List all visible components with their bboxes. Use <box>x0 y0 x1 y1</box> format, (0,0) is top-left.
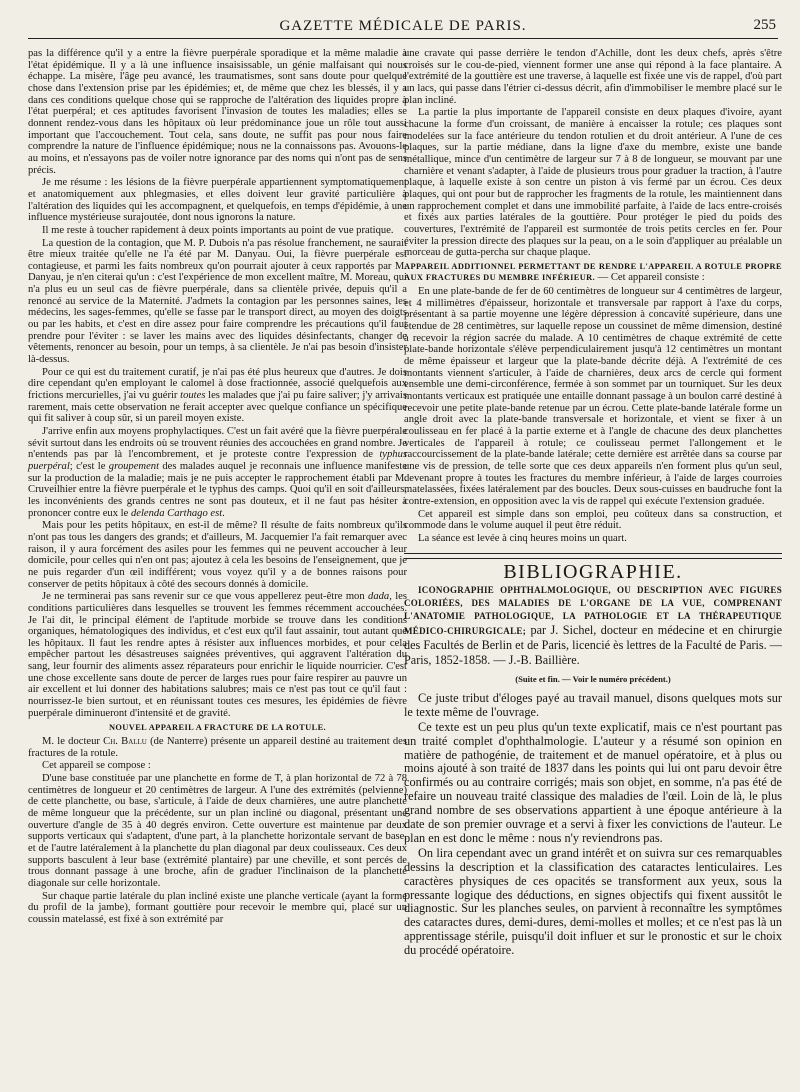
text-run: Je ne terminerai pas sans revenir sur ce que vous appellerez peut-être mon <box>42 591 369 603</box>
bibliography-title: BIBLIOGRAPHIE. <box>503 560 683 583</box>
paragraph: Cet appareil est simple dans son emploi, peu coûteux dans sa construction, et commode dans le volume auquel il peut être réduit. <box>404 508 782 532</box>
paragraph: Cet appareil se compose : <box>42 760 151 772</box>
running-title: GAZETTE MÉDICALE DE PARIS. <box>279 18 527 34</box>
paragraph <box>28 367 407 425</box>
page-header <box>28 12 778 39</box>
paragraph: Je me résume : les lésions de la fièvre puerpérale appartiennent symptomatiquement et anatomiquement aux phlegmasies, et elles doivent leur gravité particulière à l'altération des liquides qui les accompagnent, et quelquefois, en temps d'épidémie, à une influence mystérieuse surajoutée, dont nous ignorons la nature. <box>28 177 407 224</box>
paragraph: La question de la contagion, que M. P. Dubois n'a pas résolue franchement, ne saurait être mieux traitée qu'elle ne l'a été par M. Danyau. Oui, la fièvre puerpérale est contagieuse, et parmi les faits nombreux qu'on pourrait ajouter à ceux rapportés par M. Danyau, je n'en citerai qu'un : c'est l'expérience de mon excellent maître, M. Moreau, qui n'a plus eu un seul cas de fièvre puerpérale, dans sa clientèle privée, depuis qu'il a renoncé au service de la Maternité. J'admets la contagion par les personnes saines, les médecins, les sages-femmes, qu'elle se fasse par le transport direct, au moyen des doigts ou par les habits, et c'est en dire assez pour faire comprendre les précautions qu'il faut prendre pour l'éviter : se laver les mains avec des liquides désinfectants, changer de vêtements, renoncer au besoin, pour un temps, à sa clientèle. Je n'ai pas besoin d'insister là-dessus. <box>28 237 407 366</box>
section-heading: NOUVEL APPAREIL A FRACTURE DE LA ROTULE. <box>108 723 327 733</box>
paragraph: Mais pour les petits hôpitaux, en est-il de même? Il résulte de faits nombreux qu'ils n'ont pas tous les dangers des grands; et d'ailleurs, M. Jacquemier l'a fait remarquer avec raison, il y aura forcément des asiles pour les femmes qui ne peuvent accoucher à leur domicile, pour celles qui n'en ont pas; ajoutez à cela les besoins de l'enseignement, que je ne puis regarder d'un œil indifférent; vous voyez qu'il y a de bonnes raisons pour conserver de petits hôpitaux à côté des secours donnés à domicile. <box>28 520 407 590</box>
text-run: , les conditions particulières dans lesquelles se trouvent les femmes récemment accouchées. Je l'ai dit, le principal élément de l'aptitude morbide se trouve dans les conditions organiques, hématologiques des individus, et c'est eux qu'il faut assainir, tout autant que les hôpitaux. Il faut les rendre aptes à résister aux influences morbides, et pour cela empêcher partout les désastreuses saignées préventives, qui aggravent l'altération du sang, leur fournir des aliments assez réparateurs pour enrichir le liquide nourricier. C'est une chose excellente sans doute de percer de larges rues pour faire respirer au pauvre un air excellent et lui donner des habitations salubres; mais ce n'est pas tout ce qu'il faut : nourrissez-le bien surtout, et en réunissant toutes ces mesures, les épidémies de fièvre puerpérale diminueront d'intensité et de gravité. <box>28 591 407 719</box>
text-run: ; c'est le <box>69 460 109 472</box>
paragraph: Ce juste tribut d'éloges payé au travail manuel, disons quelques mots sur le texte même de l'ouvrage. <box>404 690 782 719</box>
paragraph: On lira cependant avec un grand intérêt et on suivra sur ces remarquables dessins la description et la classification des cataractes lenticulaires. Les caractères physiques de ces opacités se transforment aux yeux, sous la pressante logique des déductions, en signes objectifs qui fixent aussitôt le diagnostic. Sur les planches seules, on parvient à reconnaître les symptômes des cataractes dures, demi-dures, demi-molles et molles; et ce n'est pas là un apprentissage stérile, puisqu'il doit influer et sur le pronostic et sur le choix du procédé opératoire. <box>404 845 782 958</box>
paragraph: une cravate qui passe derrière le tendon d'Achille, dont les deux chefs, après s'être croisés sur le cou-de-pied, viennent former une anse qui répond à la face plantaire. A l'extrémité de la gouttière est une traverse, à laquelle est fixée une vis de rappel, d'où part un lacs, qui passe dans l'étrier ci-dessus décrit, afin d'immobiliser le membre placé sur le plan incliné. <box>404 48 782 106</box>
text-run: (de Nanterre) présente un appareil destiné au traitement des fractures de la rotule. <box>28 736 407 759</box>
text-run: des malades auquel je reconnais une influence manifeste sur la production de la maladie; mais je ne puis accepter le rapprochement établi par M. Cruveilhier entre la fièvre puerpérale et le typhus des camps. Quoi qu'il en soit d'ailleurs, les inconvénients des grands centres ne sont pas douteux, et il ne faut pas hésiter à prononcer contre eux le <box>28 460 407 519</box>
paragraph <box>28 736 407 759</box>
paragraph: La séance est levée à cinq heures moins un quart. <box>418 532 627 544</box>
paragraph: D'une base constituée par une planchette en forme de T, à plan horizontal de 72 à 78 centimètres de longueur et 20 centimètres de largeur. A l'une des extrémités (pelvienne) de cette planchette, ou base, s'articule, à l'aide de deux charnières, une autre planchette de même longueur que la précédente, sur un plan incliné ou diagonal, présentant une ouverture d'angle de 35 à 40 degrés environ. Cette ouverture est maintenue par deux supports verticaux qui s'adaptent, d'une part, à la planchette horizontale servant de base, et de l'autre latéralement à la planchette du plan diagonal par deux coulisseaux. Ces deux supports basculent à leur base (extrémité plantaire) par une cheville, et sont percés de trous donnant passage à une broche, afin de graduer l'inclinaison de la planchette diagonale sur celle horizontale. <box>28 773 407 889</box>
paragraph: En une plate-bande de fer de 60 centimètres de longueur sur 4 centimètres de largeur, et 4 millimètres d'épaisseur, horizontale et transversale par rapport à l'axe du corps, présentant à sa partie moyenne une légère dépression à concavité supérieure, dans une étendue de 28 centimètres, sur laquelle repose un coussinet de même dimension, destiné à recevoir la région sacrée du malade. A 10 centimètres de chaque extrémité de cette plate-bande horizontale s'élève perpendiculairement jusqu'à 12 centimètres un montant de même épaisseur et largeur que la plate-bande décrite déjà. A l'extrémité de ces montants viennent s'articuler, à l'aide de charnières, deux arcs de cercle qui forment ensemble une demi-circonférence, fermée à son sommet par un tourniquet. Sur les deux montants verticaux est pratiquée une entaille donnant passage à un boulon carré destiné à recevoir une petite plate-bande retenue par un écrou. Cette plate-bande latérale forme un angle droit avec la plate-bande transversale et horizontale, et vient se fixer à un coulisseau en fer placé à la partie externe et à l'angle de chacune des deux planchettes verticales de l'appareil à rotule; ce coulisseau permet l'allongement et le raccourcissement de la plate-bande latérale; cette dernière est arrêtée dans sa course par une vis de pression, de telle sorte que ces deux appareils n'en forment plus qu'un seul, devenant propre à toutes les fractures du membre inférieur, à l'aide de larges courroies matelassées, fixées latéralement par des boucles. Deux sous-cuisses en baudruche font la contre-extension, en opposition avec la vis de rappel qui exécute l'extension graduée. <box>404 286 783 507</box>
bibliography-entry <box>404 584 782 668</box>
paragraph: La partie la plus importante de l'appareil consiste en deux plaques d'ivoire, ayant chacune la forme d'un croissant, de manière à encaisser la rotule; ces plaques sont modelées sur la face antérieure du tendon rotulien et du droit antérieur. A l'une de ces plaques, sur la partie médiane, dans la ligne d'axe du membre, existe une bande métallique, mince d'un centimètre de largeur sur 7 à 8 de longueur, se mouvant par une charnière et venant s'adapter, à l'aide de plusieurs trous pour graduer la traction, à l'autre plaque, à laquelle existe à son centre un piston à vis fermé par un écrou. Ces deux plaques, qui ont pour but de rapprocher les fragments de la rotule, les maintiennent dans un rapprochement complet et dans une immobilité parfaite, à l'aide de lacs entre-croisés et fixés aux parties latérales de la gouttière. Pour protéger le pied du poids des couvertures, l'extrémité de l'appareil est surmontée de trois petits cercles en fer. Pour éviter la pression directe des plaques sur la peau, on a le soin d'appliquer au préalable un morceau de gutta-percha sur chaque plaque. <box>404 107 782 259</box>
paragraph <box>28 591 407 719</box>
review-body <box>404 692 782 958</box>
continuation-note: (Suite et fin. — Voir le numéro précédent.) <box>515 674 671 685</box>
heading-tail: — Cet appareil consiste : <box>597 272 705 284</box>
book-details: par J. Sichel, docteur en médecine et en chirurgie des Facultés de Berlin et de Paris, licencié ès lettres de la Faculté de Paris. — Paris, 1852-1858. — J.-B. Baillière. <box>404 623 782 668</box>
text-run: M. le docteur <box>42 736 104 748</box>
section-divider <box>404 558 782 559</box>
heading-text: APPAREIL ADDITIONNEL PERMETTANT DE RENDRE L'APPAREIL A ROTULE PROPRE AUX FRACTURES DU MEMBRE INFÉRIEUR. <box>404 261 782 283</box>
text-run: les malades que j'ai pu faire saliver; j'y arrivais rarement, mais cette observation ne ferait accepter avec quelque confiance un spécifique qui fit saliver à coup sûr, si un pareil moyen existe. <box>28 390 408 425</box>
italic-run: delenda Carthago est <box>130 507 223 519</box>
text-run: J'arrive enfin aux moyens prophylactiques. C'est un fait avéré que la fièvre puerpérale sévit surtout dans les endroits où se trouvent réunies des accouchées en grand nombre. Je n'entends pas par là l'encombrement, et je proteste contre l'expression de <box>28 426 407 461</box>
italic-run: typhus puerpéral <box>28 449 407 472</box>
paragraph: Il me reste à toucher rapidement à deux points importants au point de vue pratique. <box>42 224 394 236</box>
paragraph: Ce texte est un peu plus qu'un texte explicatif, mais ce n'est pourtant pas un traité complet d'ophthalmologie. L'auteur y a résumé son opinion en matière de pathogénie, de traitement et de manuel opératoire, et à plus ou moins ajouté à son traité de 1837 dans les points qui lui ont paru devoir être confirmés ou au contraire corrigés; mais son objet, en somme, n'a pas été de refaire un nouveau traité classique des maladies de l'œil. Loin de là, le plus grand nombre de ses observations appartient à une époque antérieure à la date de son premier ouvrage et a servi à fixer les convictions de l'auteur. Le plan en est donc le même : nous n'y reviendrons pas. <box>404 719 782 845</box>
italic-run: toutes <box>180 390 206 402</box>
paragraph: pas la différence qu'il y a entre la fièvre puerpérale sporadique et la même maladie à l'état épidémique. Il y a là une influence insaisissable, un génie malfaisant qui nous échappe. La misère, l'âge peu avancé, les traumatismes, sont sans doute pour quelque chose dans l'extension prise par les épidémies; et, de même que chez les blessés, il y a dans ces conditions quelque chose qui se rapproche de l'altération des liquides propre à l'état puerpéral; et ces aptitudes favorisent l'invasion de toutes les maladies; elles se donnent rendez-vous dans les hôpitaux où leur prédominance joue un rôle tout aussi important que l'accouchement. Tout cela, sans doute, ne suffit pas pour nous faire comprendre la nature de l'influence épidémique; nous ne la connaissons pas. Avouons-le au moins, et n'essayons pas de voiler notre ignorance par des noms qui n'ont pas de sens précis. <box>28 48 407 176</box>
section-divider <box>404 553 782 554</box>
page-number: 255 <box>753 17 776 33</box>
text-run: Pour ce qui est du traitement curatif, je n'ai pas été plus heureux que d'autres. Je dois dire cependant qu'en employant le calomel à dose fractionnée, associé quelquefois aux frictions mercurielles, j'ai vu guérir <box>28 366 407 402</box>
section-heading <box>404 261 782 284</box>
right-column <box>404 48 782 958</box>
text-run: . <box>222 507 225 519</box>
author-name: Ch. Ballu <box>103 736 147 748</box>
book-title: ICONOGRAPHIE OPHTHALMOLOGIQUE, OU DESCRIPTION AVEC FIGURES COLORIÉES, DES MALADIES DE L'ORGANE DE LA VUE, COMPRENANT L'ANATOMIE PATHOLOGIQUE, LA PATHOLOGIE ET LA THÉRAPEUTIQUE MÉDICO-CHIRURGICALE; <box>404 585 782 637</box>
italic-run: groupement <box>108 460 160 472</box>
paragraph <box>28 426 407 519</box>
left-column <box>28 48 407 926</box>
italic-run: dada <box>368 591 390 603</box>
paragraph: Sur chaque partie latérale du plan incliné existe une planche verticale (ayant la forme du profil de la jambe), formant gouttière pour recevoir le membre qui, placé sur un coussin matelassé, est fixé à son extrémité par <box>28 890 407 925</box>
